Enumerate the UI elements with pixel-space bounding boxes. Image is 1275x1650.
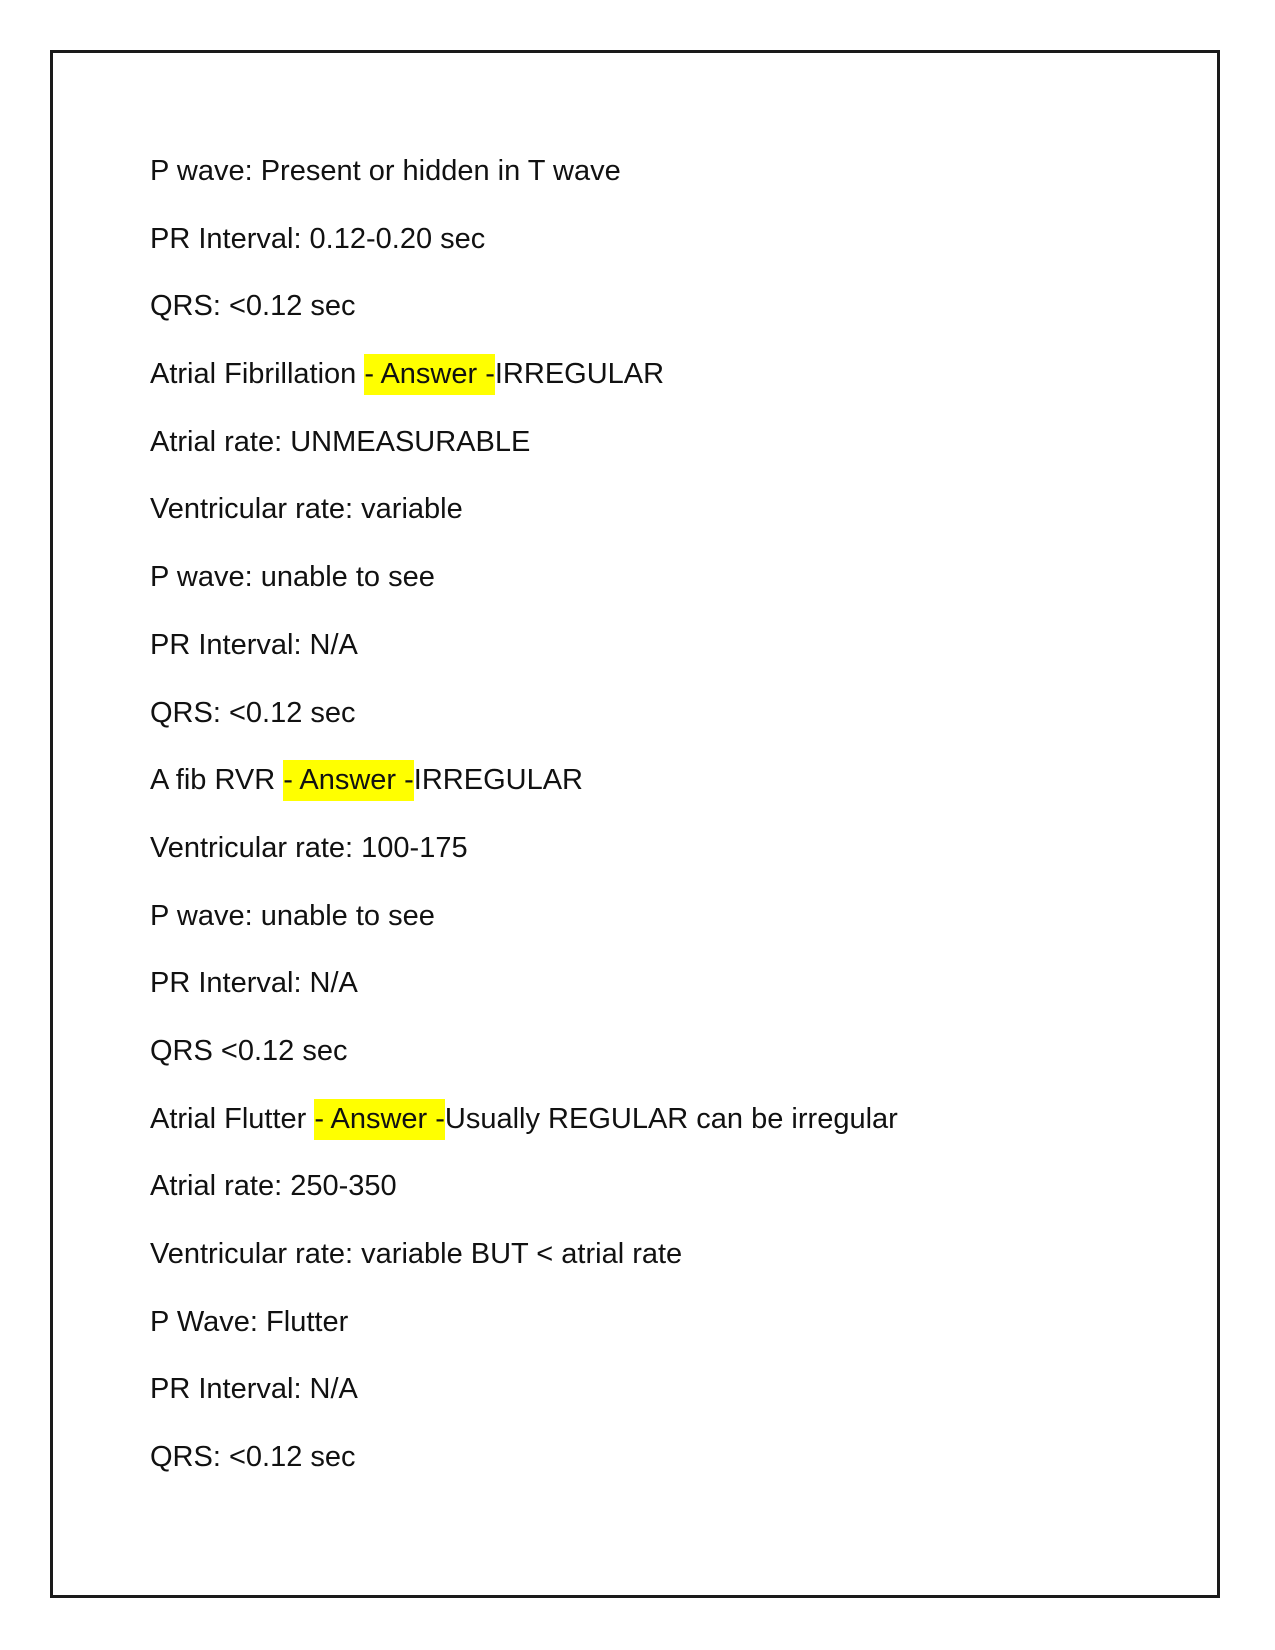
line-pr-interval-normal xyxy=(150,216,898,284)
line-atrial-fibrillation xyxy=(150,351,898,419)
line-pr-interval xyxy=(150,1366,898,1434)
line-qrs xyxy=(150,283,898,351)
line-atrial-rate xyxy=(150,1163,898,1231)
line-ventricular-rate xyxy=(150,1231,898,1299)
line-text: QRS: <0.12 sec xyxy=(150,1441,356,1474)
line-text: P wave: Present or hidden in T wave xyxy=(150,155,621,187)
line-pr-interval xyxy=(150,622,898,690)
line-pr-interval xyxy=(150,960,898,1028)
line-qrs xyxy=(150,1434,898,1502)
line-p-wave xyxy=(150,554,898,622)
line-p-wave xyxy=(150,893,898,961)
answer-highlight: - Answer - xyxy=(364,354,495,395)
line-p-wave-present xyxy=(150,148,898,216)
line-p-wave xyxy=(150,1299,898,1367)
line-text: Ventricular rate: variable xyxy=(150,493,463,526)
answer-text: IRREGULAR xyxy=(494,358,665,391)
line-text: QRS: <0.12 sec xyxy=(150,290,356,323)
answer-text: IRREGULAR xyxy=(413,764,583,797)
line-ventricular-rate xyxy=(150,825,898,893)
line-text: PR Interval: 0.12-0.20 sec xyxy=(150,222,486,255)
line-text: PR Interval: N/A xyxy=(150,628,358,661)
line-a-fib-rvr xyxy=(150,757,898,825)
line-atrial-flutter xyxy=(150,1096,898,1164)
study-notes xyxy=(150,148,898,1502)
answer-text: Usually REGULAR can be irregular xyxy=(444,1102,898,1135)
line-qrs xyxy=(150,690,898,758)
term: Atrial Flutter xyxy=(150,1102,315,1135)
line-text: Atrial rate: 250-350 xyxy=(150,1170,397,1203)
line-atrial-rate xyxy=(150,419,898,487)
line-text: PR Interval: N/A xyxy=(150,1373,358,1406)
line-text: QRS: <0.12 sec xyxy=(150,696,356,729)
line-text: PR Interval: N/A xyxy=(150,967,358,1000)
line-text: P wave: unable to see xyxy=(150,561,435,594)
line-text: P Wave: Flutter xyxy=(150,1305,349,1338)
line-text: QRS <0.12 sec xyxy=(150,1034,348,1067)
line-qrs xyxy=(150,1028,898,1096)
term: A fib RVR xyxy=(150,764,284,797)
answer-highlight: - Answer - xyxy=(283,760,414,801)
line-text: Ventricular rate: variable BUT < atrial rate xyxy=(150,1238,683,1270)
line-ventricular-rate xyxy=(150,486,898,554)
line-text: Ventricular rate: 100-175 xyxy=(150,831,468,864)
term: Atrial Fibrillation xyxy=(150,358,365,391)
line-text: P wave: unable to see xyxy=(150,899,435,932)
line-text: Atrial rate: UNMEASURABLE xyxy=(150,425,531,458)
answer-highlight: - Answer - xyxy=(314,1099,445,1140)
